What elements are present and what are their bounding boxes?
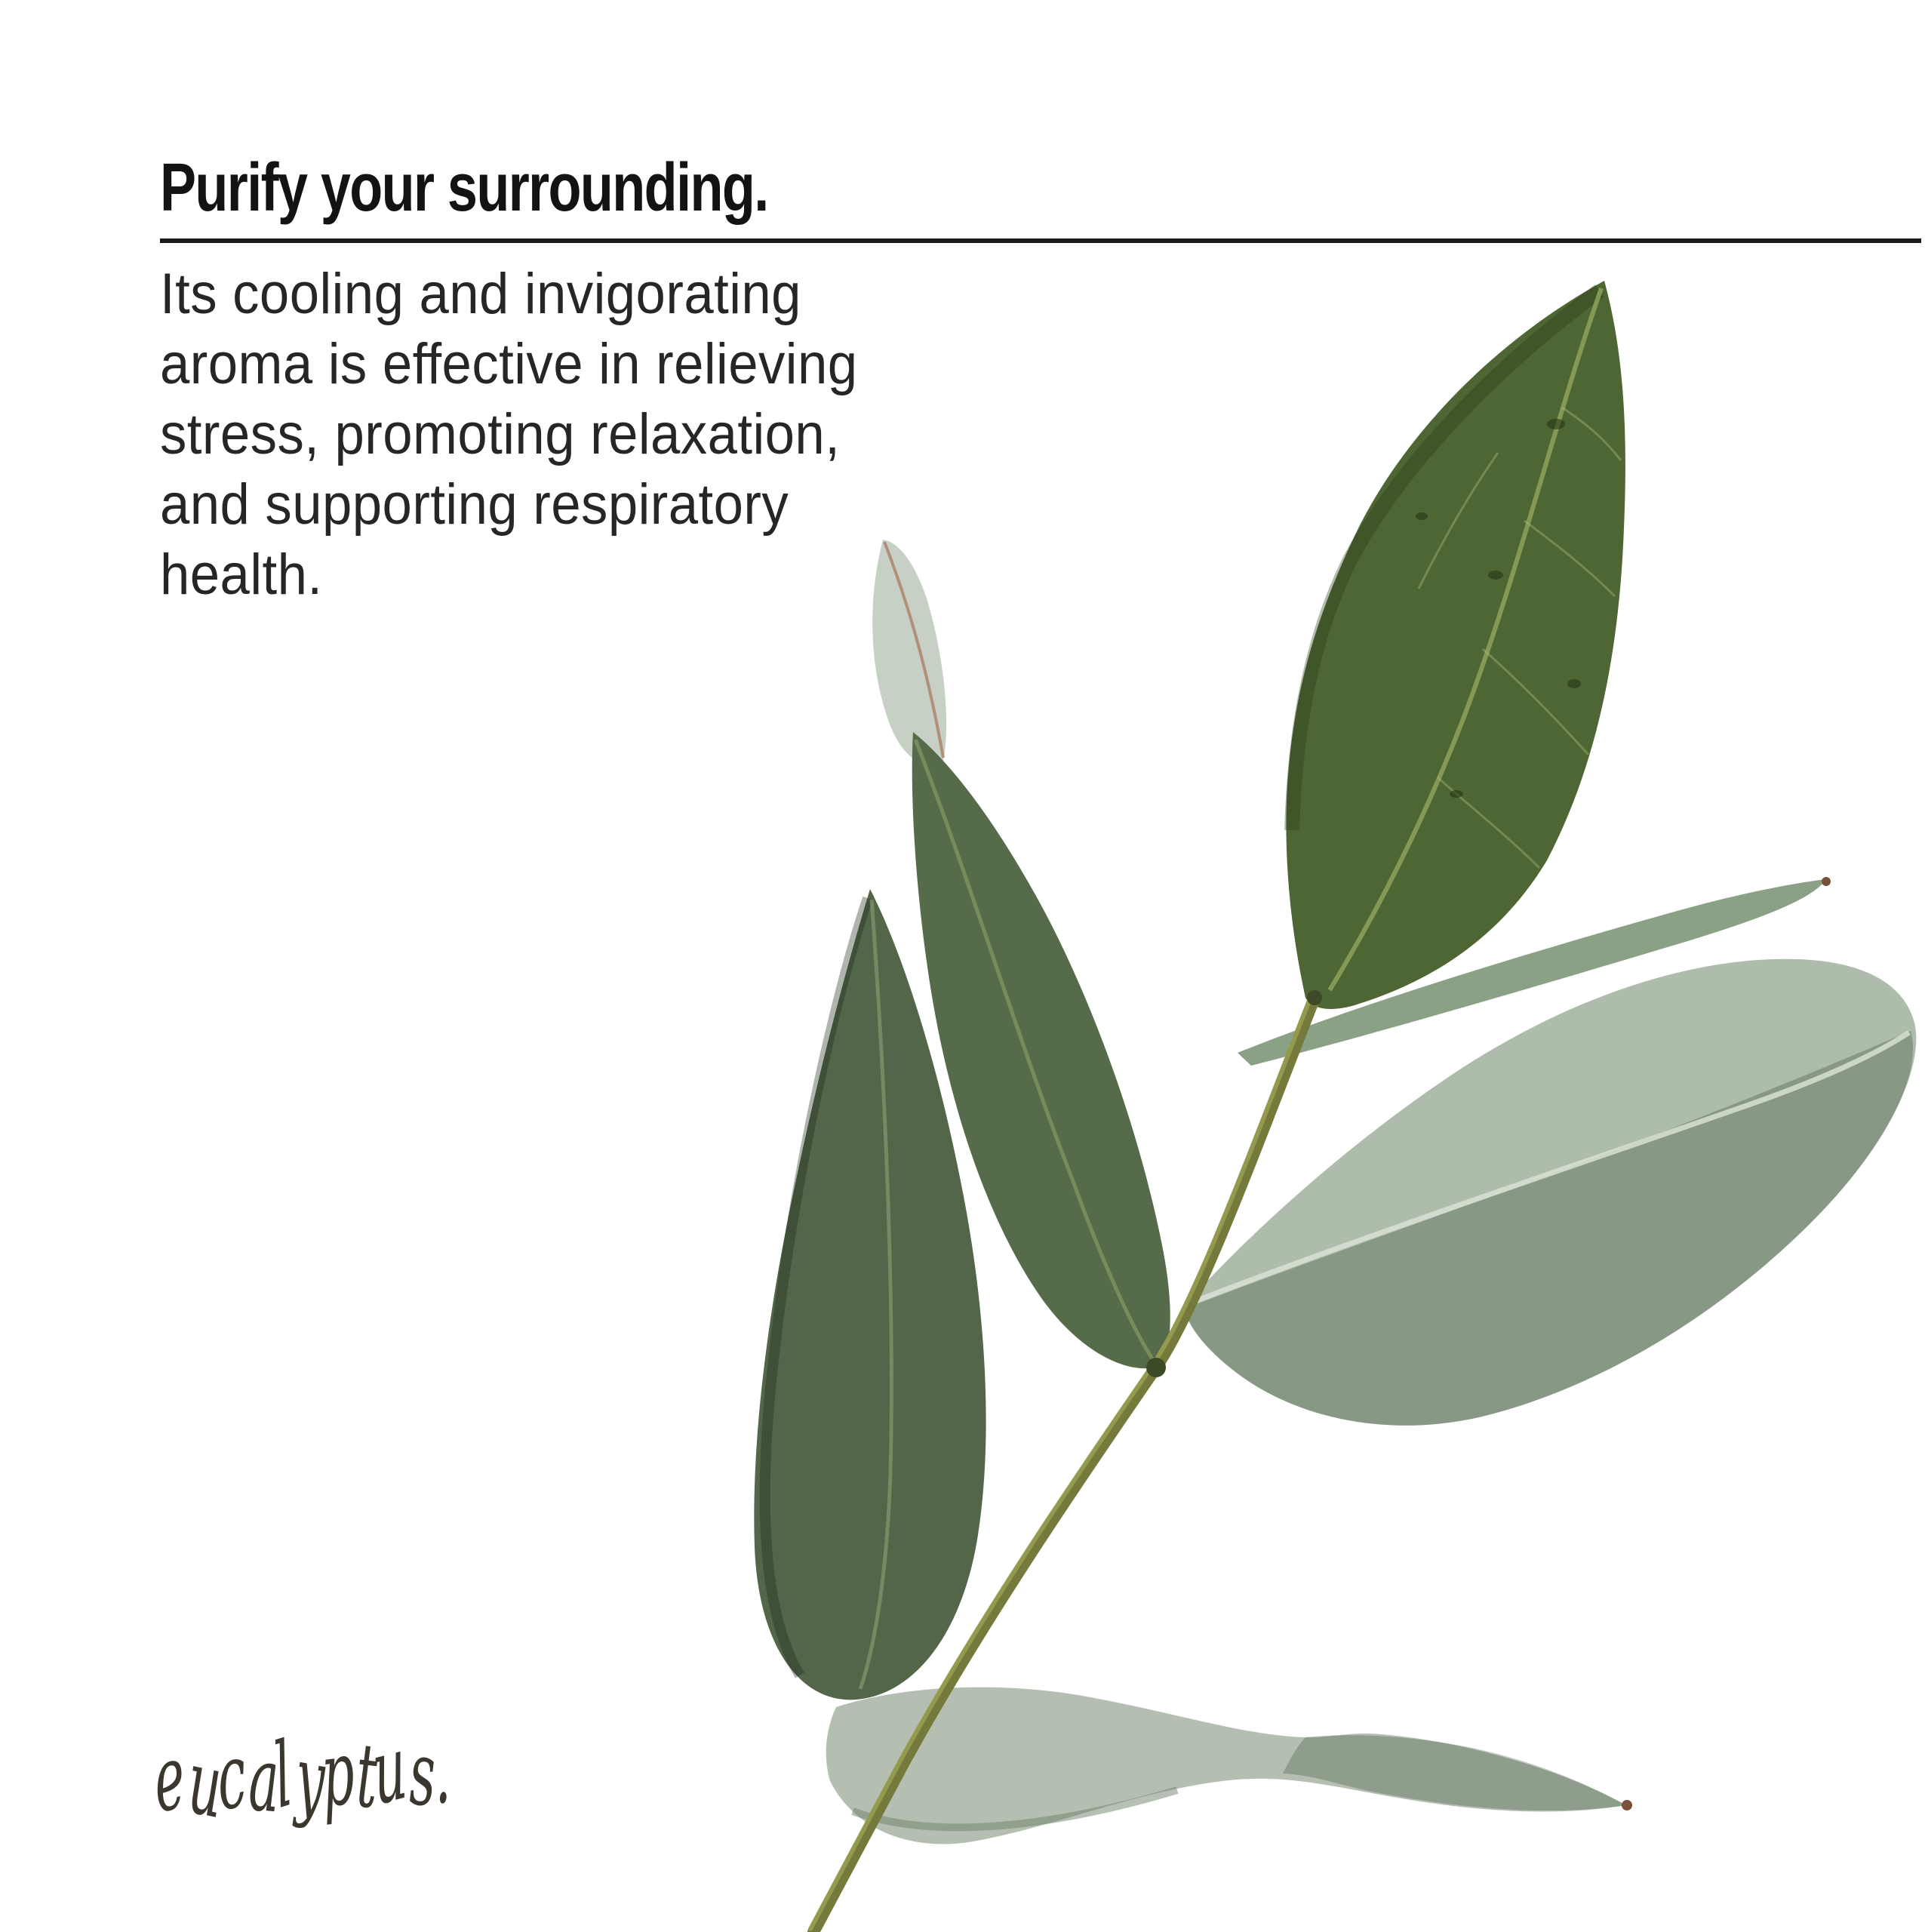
- paragraph-line: stress, promoting relaxation,: [160, 402, 841, 466]
- handwritten-word-graphic: [137, 1672, 536, 1882]
- description-paragraph: [160, 259, 858, 610]
- handwritten-word: eucalyptus.: [146, 1713, 465, 1838]
- top-dark-leaf: [1286, 281, 1625, 1009]
- paragraph-line: aroma is effective in relieving: [160, 332, 858, 396]
- signature-block: [137, 1672, 536, 1886]
- leaf-petiole-dot: [1307, 990, 1322, 1005]
- page-title: Purify your surrounding.: [160, 150, 768, 226]
- paragraph-line: and supporting respiratory: [160, 472, 789, 537]
- narrow-leaf-brown-tip: [1822, 877, 1831, 886]
- stem-node-lower: [1146, 1358, 1166, 1377]
- sliver-pale-leaf: [872, 540, 946, 764]
- heading-divider-rule: [160, 238, 1921, 243]
- bottom-leaf-twist-shade: [1283, 1735, 1626, 1810]
- paragraph-line: health.: [160, 543, 323, 607]
- bottom-leaf-brown-tip: [1622, 1800, 1632, 1810]
- paragraph-line: Its cooling and invigorating: [160, 262, 801, 326]
